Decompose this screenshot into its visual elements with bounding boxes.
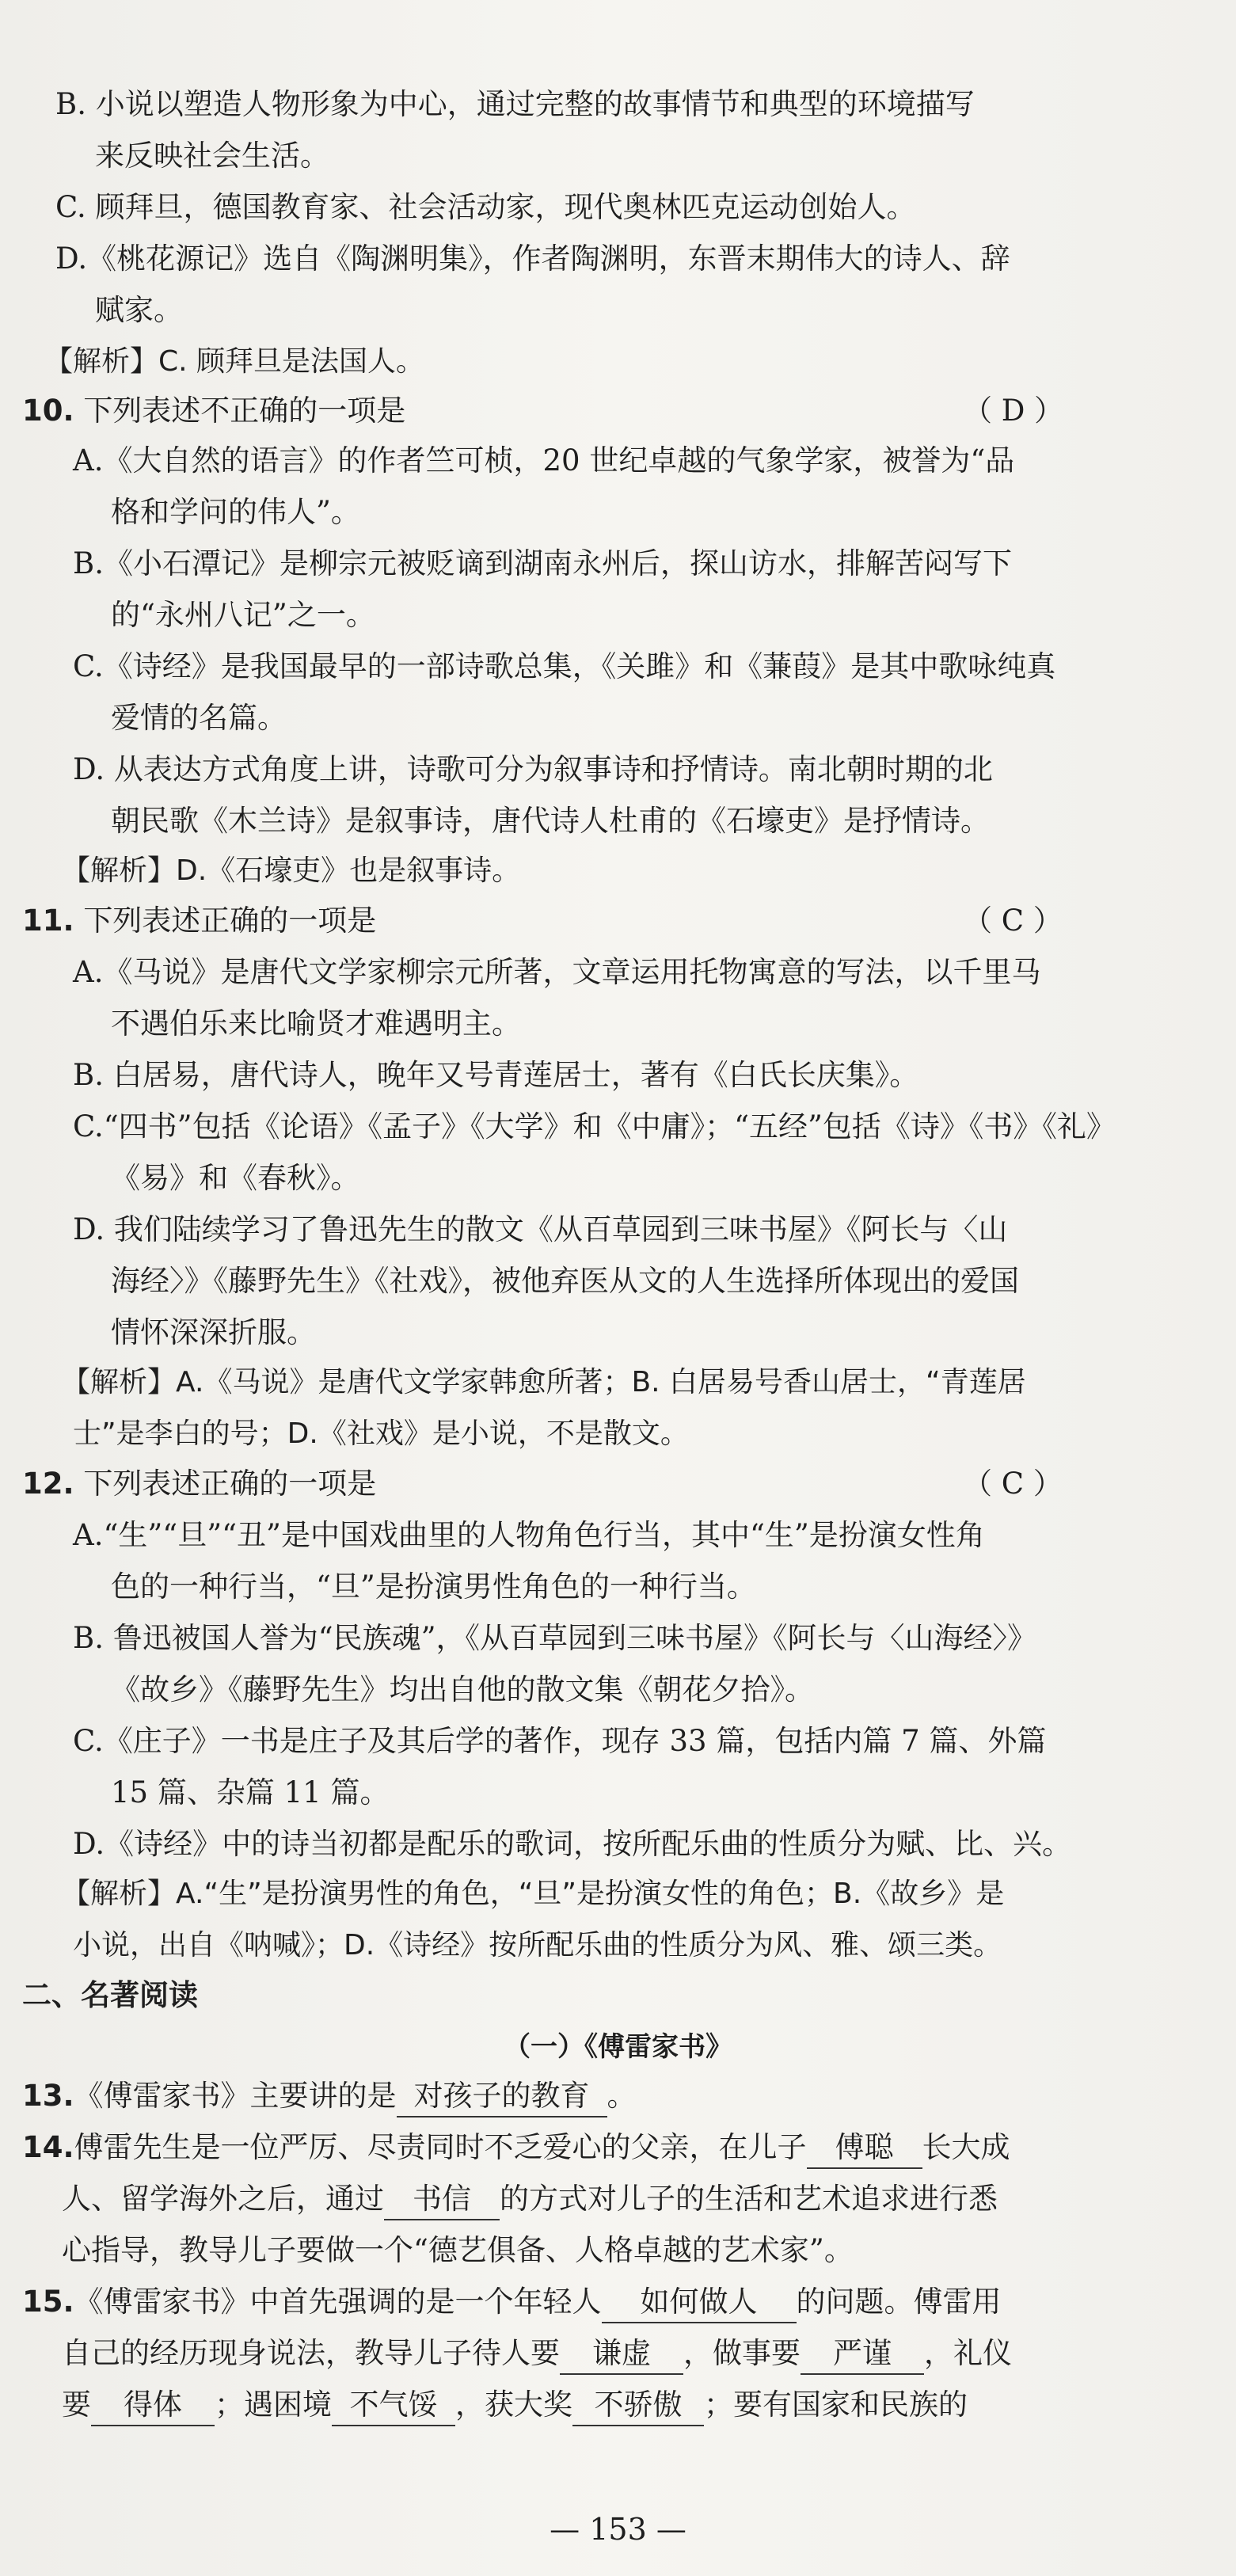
fill-blank: 对孩子的教育 <box>397 2076 607 2117</box>
q12-analysis-line1 <box>62 1874 1004 1914</box>
question-text: 长大成 <box>922 2130 1010 2164</box>
page-number: — 153 — <box>550 2512 686 2547</box>
q9-analysis <box>44 342 424 382</box>
q12-option-a-line1: A.“生”“旦”“丑”是中国戏曲里的人物角色行当，其中“生”是扮演女性角 <box>73 1518 985 1552</box>
analysis-text: D.《石壕吏》也是叙事诗。 <box>176 854 521 887</box>
q15-line2 <box>62 2334 1012 2375</box>
q11-option-a-line1: A.《马说》是唐代文学家柳宗元所著，文章运用托物寓意的写法，以千里马 <box>73 955 1041 989</box>
q9-option-b-line2: 来反映社会生活。 <box>95 139 329 173</box>
q10-analysis <box>62 851 520 891</box>
q12-option-b-line1: B. 鲁迅被国人誉为“民族魂”，《从百草园到三味书屋》《阿长与〈山海经〉》 <box>73 1621 1037 1655</box>
analysis-tag: 【解析】 <box>44 345 159 378</box>
q12-analysis-line2: 小说，出自《呐喊》；D.《诗经》按所配乐曲的性质分为风、雅、颂三类。 <box>73 1929 1002 1961</box>
question-text: 的方式对儿子的生活和艺术追求进行悉 <box>500 2182 998 2216</box>
q10-option-c-line1: C.《诗经》是我国最早的一部诗歌总集，《关雎》和《蒹葭》是其中歌咏纯真 <box>73 649 1056 683</box>
q11-option-b: B. 白居易，唐代诗人，晚年又号青莲居士，著有《白氏长庆集》。 <box>73 1058 919 1092</box>
question-text: 傅雷先生是一位严厉、尽责同时不乏爱心的父亲，在儿子 <box>74 2130 807 2164</box>
question-text: 人、留学海外之后，通过 <box>62 2182 384 2216</box>
q9-option-b-line1: B. 小说以塑造人物形象为中心，通过完整的故事情节和典型的环境描写 <box>55 87 975 121</box>
question-number: 14. <box>22 2130 74 2164</box>
question-number: 13. <box>22 2079 74 2113</box>
q15-line1 <box>22 2282 1002 2323</box>
q10-option-b-line2: 的“永州八记”之一。 <box>111 598 375 632</box>
q11-answer: （ C ） <box>963 904 1063 938</box>
analysis-text: C. 顾拜旦是法国人。 <box>158 345 425 378</box>
question-text: 《傅雷家书》中首先强调的是一个年轻人 <box>74 2285 602 2319</box>
question-text: ，获大奖 <box>455 2388 572 2422</box>
analysis-tag: 【解析】 <box>62 1878 177 1910</box>
q10-stem <box>22 391 405 431</box>
q9-option-d-line1: D.《桃花源记》选自《陶渊明集》，作者陶渊明，东晋末期伟大的诗人、辞 <box>55 242 1010 276</box>
fill-blank: 书信 <box>384 2179 500 2220</box>
analysis-text: A.《马说》是唐代文学家韩愈所著；B. 白居易号香山居士，“青莲居 <box>176 1366 1026 1398</box>
question-number: 10. <box>22 394 74 428</box>
question-text: 下列表述不正确的一项是 <box>83 394 406 428</box>
q10-option-a-line2: 格和学问的伟人”。 <box>111 495 360 529</box>
question-number: 12. <box>22 1467 74 1501</box>
q12-answer: （ C ） <box>963 1467 1063 1501</box>
q15-line3 <box>62 2385 968 2426</box>
q11-stem <box>22 901 376 941</box>
q11-option-c-line2: 《易》和《春秋》。 <box>111 1161 360 1195</box>
q10-answer: （ D ） <box>963 394 1064 428</box>
q11-option-d-line2: 海经〉》《藤野先生》《社戏》，被他弃医从文的人生选择所体现出的爱国 <box>111 1264 1019 1298</box>
q13 <box>22 2076 637 2117</box>
fill-blank: 谦虚 <box>560 2334 683 2375</box>
q12-option-d: D.《诗经》中的诗当初都是配乐的歌词，按所配乐曲的性质分为赋、比、兴。 <box>73 1827 1072 1861</box>
q10-option-d-line2: 朝民歌《木兰诗》是叙事诗，唐代诗人杜甫的《石壕吏》是抒情诗。 <box>111 804 990 838</box>
q10-option-d-line1: D. 从表达方式角度上讲，诗歌可分为叙事诗和抒情诗。南北朝时期的北 <box>73 752 993 786</box>
q11-analysis-line2: 士”是李白的号；D.《社戏》是小说，不是散文。 <box>73 1417 689 1450</box>
question-number: 11. <box>22 904 74 938</box>
q10-option-b-line1: B.《小石潭记》是柳宗元被贬谪到湖南永州后，探山访水，排解苦闷写下 <box>73 546 1012 580</box>
fill-blank: 如何做人 <box>602 2282 797 2323</box>
q9-option-c: C. 顾拜旦，德国教育家、社会活动家，现代奥林匹克运动创始人。 <box>55 190 916 224</box>
fill-blank: 不骄傲 <box>572 2385 704 2426</box>
subsection-title: （一）《傅雷家书》 <box>504 2031 732 2063</box>
question-number: 15. <box>22 2285 74 2319</box>
analysis-tag: 【解析】 <box>62 1366 177 1398</box>
question-text: 下列表述正确的一项是 <box>83 1467 377 1501</box>
fill-blank: 不气馁 <box>332 2385 455 2426</box>
q14-line3: 心指导，教导儿子要做一个“德艺俱备、人格卓越的艺术家”。 <box>62 2233 854 2267</box>
q12-option-a-line2: 色的一种行当，“旦”是扮演男性角色的一种行当。 <box>111 1570 756 1604</box>
analysis-tag: 【解析】 <box>62 854 177 887</box>
question-text: 自己的经历现身说法，教导儿子待人要 <box>62 2336 560 2370</box>
question-text: ，做事要 <box>683 2336 801 2370</box>
fill-blank: 傅聪 <box>807 2128 922 2169</box>
q10-option-a-line1: A.《大自然的语言》的作者竺可桢，20 世纪卓越的气象学家，被誉为“品 <box>73 443 1015 478</box>
question-text: ；遇困境 <box>215 2388 332 2422</box>
fill-blank: 严谨 <box>801 2334 924 2375</box>
q11-option-d-line1: D. 我们陆续学习了鲁迅先生的散文《从百草园到三味书屋》《阿长与〈山 <box>73 1212 1008 1246</box>
q11-analysis-line1 <box>62 1363 1026 1402</box>
question-text: 的问题。傅雷用 <box>796 2285 1002 2319</box>
q9-option-d-line2: 赋家。 <box>95 293 183 327</box>
q14-line2 <box>62 2179 998 2220</box>
q11-option-d-line3: 情怀深深折服。 <box>111 1315 316 1349</box>
q10-option-c-line2: 爱情的名篇。 <box>111 701 287 735</box>
q12-option-c-line2: 15 篇、杂篇 11 篇。 <box>111 1775 390 1809</box>
q14-line1 <box>22 2128 1010 2169</box>
question-text: ；要有国家和民族的 <box>704 2388 968 2422</box>
q12-option-b-line2: 《故乡》《藤野先生》均出自他的散文集《朝花夕拾》。 <box>111 1672 814 1707</box>
question-text: 。 <box>607 2079 637 2113</box>
analysis-text: A.“生”是扮演男性的角色，“旦”是扮演女性的角色；B.《故乡》是 <box>176 1878 1005 1910</box>
section-heading: 二、名著阅读 <box>22 1978 198 2012</box>
q11-option-c-line1: C.“四书”包括《论语》《孟子》《大学》和《中庸》；“五经”包括《诗》《书》《礼》 <box>73 1109 1116 1143</box>
question-text: 《傅雷家书》主要讲的是 <box>74 2079 397 2113</box>
q12-option-c-line1: C.《庄子》一书是庄子及其后学的著作，现存 33 篇，包括内篇 7 篇、外篇 <box>73 1724 1047 1758</box>
q11-option-a-line2: 不遇伯乐来比喻贤才难遇明主。 <box>111 1006 521 1041</box>
fill-blank: 得体 <box>91 2385 215 2426</box>
q12-stem <box>22 1464 376 1504</box>
question-text: 下列表述正确的一项是 <box>83 904 377 938</box>
question-text: ，礼仪 <box>924 2336 1012 2370</box>
question-text: 要 <box>62 2388 91 2422</box>
